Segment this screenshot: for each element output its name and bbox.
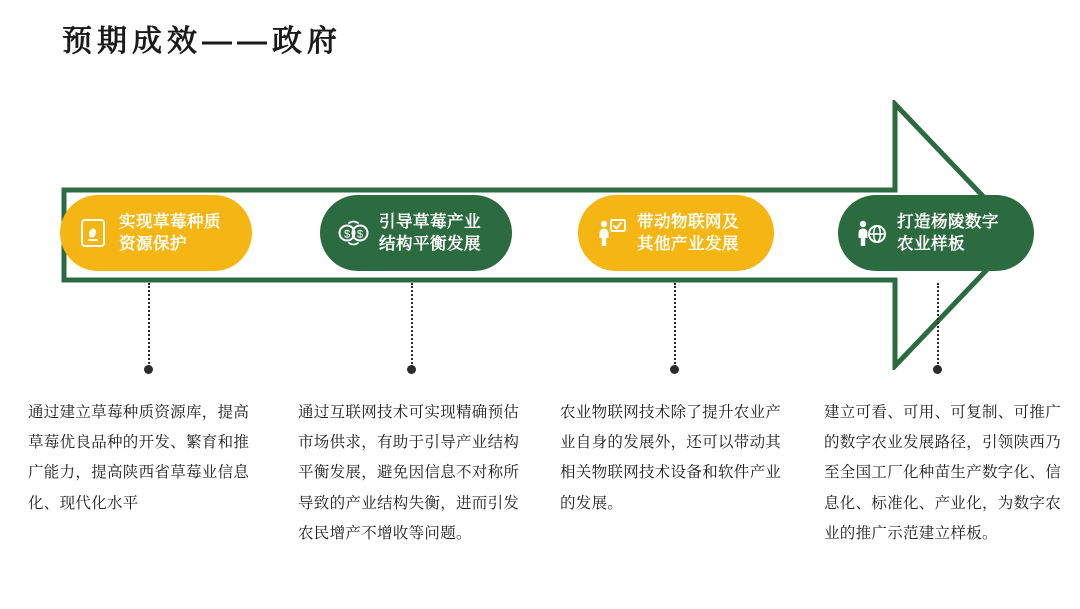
step-pill-label-3 <box>637 211 739 256</box>
connector-line-3 <box>674 283 676 367</box>
step-pill-label-2 <box>379 211 481 256</box>
step-label-line-1: 带动物联网及 <box>637 212 739 231</box>
connector-line-2 <box>411 283 413 367</box>
step-label-line-2: 结构平衡发展 <box>379 235 481 253</box>
step-pill-1[interactable] <box>60 195 252 271</box>
connector-line-1 <box>148 283 150 367</box>
step-label-line-1: 实现草莓种质 <box>119 212 221 231</box>
person-globe-icon <box>854 216 888 250</box>
step-label-line-1: 引导草莓产业 <box>379 212 481 231</box>
step-caption-1: 通过建立草莓种质资源库，提高草莓优良品种的开发、繁育和推广能力，提高陕西省草莓业信息化、现代化水平 <box>28 404 250 512</box>
connector-dot-4 <box>933 365 942 374</box>
svg-text:$: $ <box>343 228 351 241</box>
step-label-line-2: 农业样板 <box>897 235 965 253</box>
step-label-line-2: 资源保护 <box>119 235 187 253</box>
step-label-line-1: 打造杨陵数字 <box>897 212 999 231</box>
seed-protection-icon <box>76 216 110 250</box>
step-pill-2[interactable] <box>320 195 512 271</box>
connector-dot-1 <box>144 365 153 374</box>
page-title: 预期成效——政府 <box>62 25 342 58</box>
connector-line-4 <box>937 283 939 367</box>
step-label-line-2: 其他产业发展 <box>637 235 739 253</box>
person-presentation-icon <box>594 216 628 250</box>
step-caption-3: 农业物联网技术除了提升农业产业自身的发展外，还可以带动其相关物联网技术设备和软件产业的发展。 <box>560 404 782 512</box>
connector-dot-2 <box>407 365 416 374</box>
money-circulation-icon <box>336 216 370 250</box>
svg-text:$: $ <box>356 228 364 241</box>
connector-dot-3 <box>670 365 679 374</box>
step-pill-4[interactable] <box>838 195 1034 271</box>
step-pill-3[interactable] <box>578 195 774 271</box>
step-pill-label-4 <box>897 211 999 256</box>
step-pill-label-1 <box>119 211 221 256</box>
step-caption-2: 通过互联网技术可实现精确预估市场供求，有助于引导产业结构平衡发展，避免因信息不对称所导致的产业结构失衡，进而引发农民增产不增收等问题。 <box>298 404 520 542</box>
step-caption-4: 建立可看、可用、可复制、可推广的数字农业发展路径，引领陕西乃至全国工厂化种苗生产数字化、信息化、标准化、产业化，为数字农业的推广示范建立样板。 <box>824 404 1062 542</box>
